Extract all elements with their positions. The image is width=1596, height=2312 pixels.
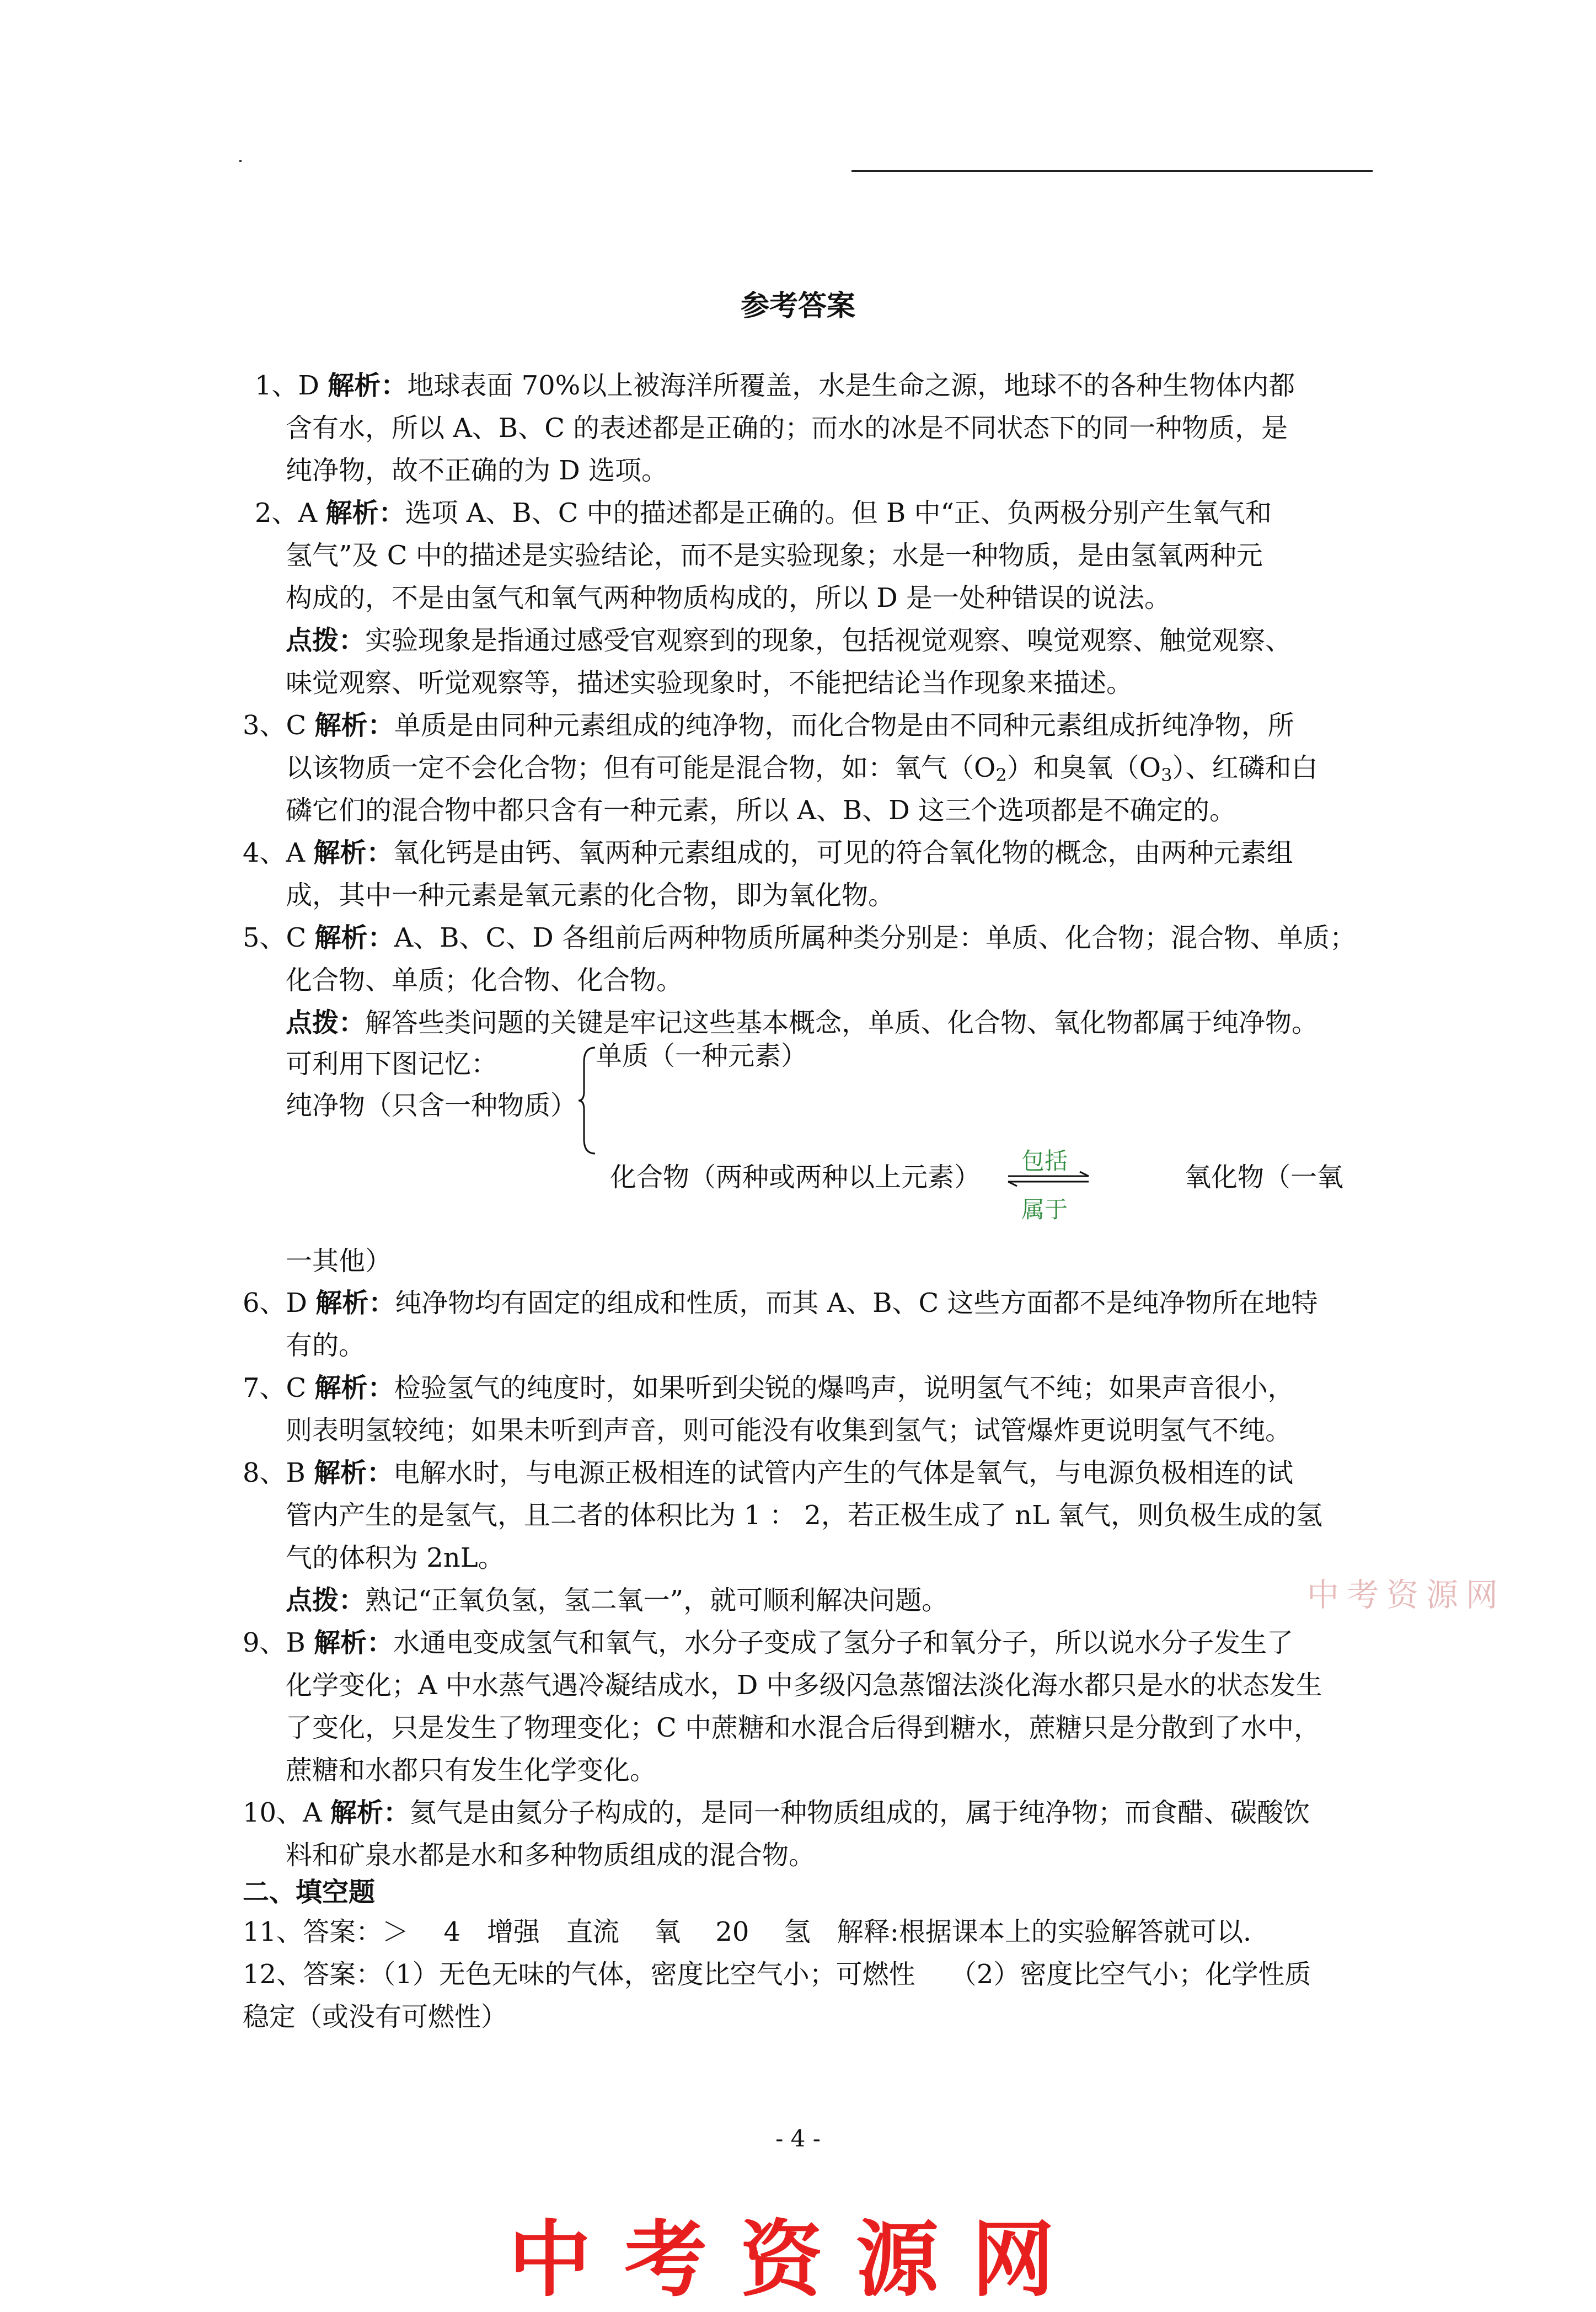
diagram-branch-compound: 化合物（两种或两种以上元素） [610,1162,981,1193]
footer-brand-logo: 中考资源网 [508,2211,1088,2308]
answer-8-line-2: 管内产生的是氢气，且二者的体积比为 1 ： 2，若正极生成了 nL 氧气，则负极生成的氢 [286,1500,1323,1531]
answer-9-line-1: 9、B 解析：水通电变成氢气和氧气，水分子变成了氢分子和氧分子，所以说水分子发生了 [243,1627,1294,1658]
answer-12-line-2: 稳定（或没有可燃性） [243,2001,508,2032]
answer-2-line-1: 2、A 解析：选项 A、B、C 中的描述都是正确的。但 B 中“正、负两极分别产生氧气和 [255,498,1272,528]
answer-7-line-2: 则表明氢较纯；如果未听到声音，则可能没有收集到氢气；试管爆炸更说明氢气不纯。 [286,1415,1292,1446]
diagram-arrow-label-bottom: 属于 [1021,1196,1068,1223]
answer-11: 11、答案：＞ 4 增强 直流 氧 20 氢 解释:根据课本上的实验解答就可以. [243,1916,1252,1947]
watermark: 中考资源网 [1307,1576,1506,1614]
diagram-root: 纯净物（只含一种物质） [286,1090,577,1121]
section-heading: 二、填空题 [243,1877,376,1908]
answer-10-line-2: 料和矿泉水都是水和多种物质组成的混合物。 [286,1840,816,1871]
answer-5-tip-2: 可利用下图记忆： [286,1049,498,1080]
answer-5-line-2: 化合物、单质；化合物、化合物。 [286,965,683,996]
header-mark [239,160,242,162]
page-title: 参考答案 [740,289,855,323]
answer-9-line-2: 化学变化；A 中水蒸气遇冷凝结成水，D 中多级闪急蒸馏法淡化海水都只是水的状态发生 [286,1670,1322,1701]
answer-2-tip-2: 味觉观察、听觉观察等，描述实验现象时，不能把结论当作现象来描述。 [286,668,1133,698]
answer-2-tip-1: 点拨：实验现象是指通过感受官观察到的现象，包括视觉观察、嗅觉观察、触觉观察、 [286,625,1292,656]
answer-6-line-2: 有的。 [286,1330,366,1361]
diagram-brace [576,1045,598,1156]
answer-9-line-4: 蔗糖和水都只有发生化学变化。 [286,1755,657,1786]
answer-5-line-1: 5、C 解析：A、B、C、D 各组前后两种物质所属种类分别是：单质、化合物；混合物、单质； [243,922,1356,953]
page-number: - 4 - [775,2125,821,2152]
answer-12-line-1: 12、答案：（1）无色无味的气体，密度比空气小；可燃性 （2）密度比空气小；化学性质 [243,1959,1311,1990]
answer-7-line-1: 7、C 解析：检验氢气的纯度时，如果听到尖锐的爆鸣声，说明氢气不纯；如果声音很小， [243,1373,1294,1403]
answer-5-tip-1: 点拨：解答些类问题的关键是牢记这些基本概念，单质、化合物、氧化物都属于纯净物。 [286,1007,1319,1038]
answer-4-line-1: 4、A 解析：氧化钙是由钙、氧两种元素组成的，可见的符合氧化物的概念，由两种元素组 [243,837,1293,868]
answer-8-line-3: 气的体积为 2nL。 [286,1542,505,1573]
answer-3-line-2: 以该物质一定不会化合物；但有可能是混合物，如：氧气$(O_2)$和臭氧$(O_3)$、红磷和白 [286,752,1318,786]
answer-4-line-2: 成，其中一种元素是氧元素的化合物，即为氧化物。 [286,880,895,911]
header-rule [851,170,1373,172]
answer-9-line-3: 了变化，只是发生了物理变化；C 中蔗糖和水混合后得到糖水，蔗糖只是分散到了水中， [286,1712,1320,1743]
diagram-arrow-label-top: 包括 [1021,1147,1068,1174]
answer-3-line-3: 磷它们的混合物中都只含有一种元素，所以 A、B、D 这三个选项都是不确定的。 [286,795,1236,826]
answer-10-line-1: 10、A 解析：氦气是由氦分子构成的，是同一种物质组成的，属于纯净物；而食醋、碳酸饮 [243,1797,1310,1828]
diagram-oxide: 氧化物（一氧 [1185,1162,1344,1193]
answer-1-line-1: 1、D 解析：地球表面 70%以上被海洋所覆盖，水是生命之源，地球不的各种生物体内都 [255,370,1295,401]
diagram-continuation: 一其他） [286,1246,392,1277]
answer-2-line-2: 氢气”及 C 中的描述是实验结论，而不是实验现象；水是一种物质，是由氢氧两种元 [286,540,1263,571]
diagram-double-arrow [1007,1171,1090,1187]
answer-1-line-3: 纯净物，故不正确的为 D 选项。 [286,455,668,486]
answer-6-line-1: 6、D 解析：纯净物均有固定的组成和性质，而其 A、B、C 这些方面都不是纯净物所在地特 [243,1288,1318,1318]
answer-8-tip: 点拨：熟记“正氧负氢，氢二氧一”，就可顺利解决问题。 [286,1585,949,1616]
answer-2-line-3: 构成的，不是由氢气和氧气两种物质构成的，所以 D 是一处种错误的说法。 [286,583,1171,613]
diagram-branch-element: 单质（一种元素） [596,1040,808,1071]
answer-8-line-1: 8、B 解析：电解水时，与电源正极相连的试管内产生的气体是氧气，与电源负极相连的试 [243,1457,1294,1488]
answer-1-line-2: 含有水，所以 A、B、C 的表述都是正确的；而水的冰是不同状态下的同一种物质，是 [286,413,1288,444]
answer-3-line-1: 3、C 解析：单质是由同种元素组成的纯净物，而化合物是由不同种元素组成折纯净物，所 [243,710,1294,741]
